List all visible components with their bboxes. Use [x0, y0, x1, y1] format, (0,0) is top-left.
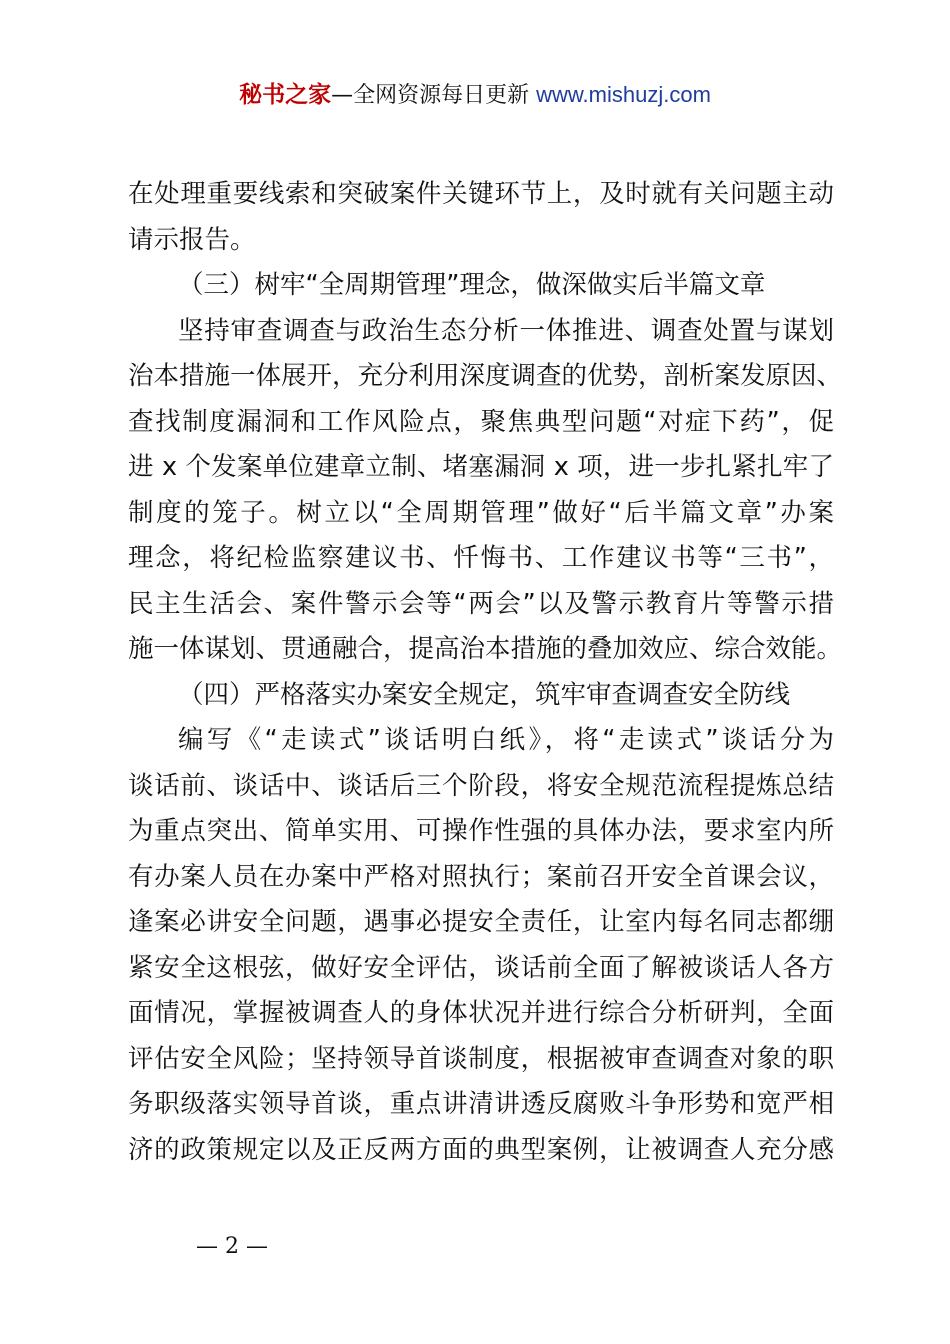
body-line: 务职级落实领导首谈，重点讲清讲透反腐败斗争形势和宽严相	[128, 1089, 834, 1119]
site-url-link[interactable]: www.mishuzj.com	[536, 82, 711, 107]
document-body	[128, 172, 843, 1173]
section-heading-4: （四）严格落实办案安全规定，筑牢审查调查安全防线	[178, 679, 791, 710]
section-heading-3: （三）树牢“全周期管理”理念，做深做实后半篇文章	[178, 270, 766, 300]
body-line: 查找制度漏洞和工作风险点，聚焦典型问题“对症下药”，促	[128, 406, 834, 437]
body-line: 紧安全这根弦，做好安全评估，谈话前全面了解被谈话人各方	[128, 952, 834, 983]
body-line: 治本措施一体展开，充分利用深度调查的优势，剖析案发原因、	[128, 361, 843, 391]
body-line: 坚持审查调查与政治生态分析一体推进、调查处置与谋划	[178, 315, 834, 346]
site-header	[0, 80, 950, 111]
body-line: 评估安全风险；坚持领导首谈制度，根据被审查调查对象的职	[128, 1043, 834, 1074]
body-line: 制度的笼子。树立以“全周期管理”做好“后半篇文章”办案	[128, 497, 834, 528]
body-line: 请示报告。	[128, 224, 256, 255]
header-tagline: —全网资源每日更新	[331, 83, 537, 108]
body-line: 济的政策规定以及正反两方面的典型案例，让被调查人充分感	[128, 1134, 834, 1165]
body-line: 编写《“走读式”谈话明白纸》，将“走读式”谈话分为	[178, 725, 834, 755]
body-line: 民主生活会、案件警示会等“两会”以及警示教育片等警示措	[128, 588, 834, 619]
body-line: 施一体谋划、贯通融合，提高治本措施的叠加效应、综合效能。	[128, 634, 843, 664]
body-line: 为重点突出、简单实用、可操作性强的具体办法，要求室内所	[128, 816, 834, 846]
body-line: 有办案人员在办案中严格对照执行；案前召开安全首课会议，	[128, 861, 834, 892]
body-line: 面情况，掌握被调查人的身体状况并进行综合分析研判，全面	[128, 998, 834, 1028]
brand-name: 秘书之家	[239, 82, 332, 108]
body-line: 理念，将纪检监察建议书、忏悔书、工作建议书等“三书”，	[128, 543, 834, 573]
body-line: 逢案必讲安全问题，遇事必提安全责任，让室内每名同志都绷	[128, 907, 834, 937]
body-line: 在处理重要线索和突破案件关键环节上，及时就有关问题主动	[128, 179, 834, 209]
body-line: 谈话前、谈话中、谈话后三个阶段，将安全规范流程提炼总结	[128, 770, 834, 801]
body-line: 进 x 个发案单位建章立制、堵塞漏洞 x 项，进一步扎紧扎牢了	[128, 452, 834, 482]
page-number: — 2 —	[196, 1234, 268, 1259]
